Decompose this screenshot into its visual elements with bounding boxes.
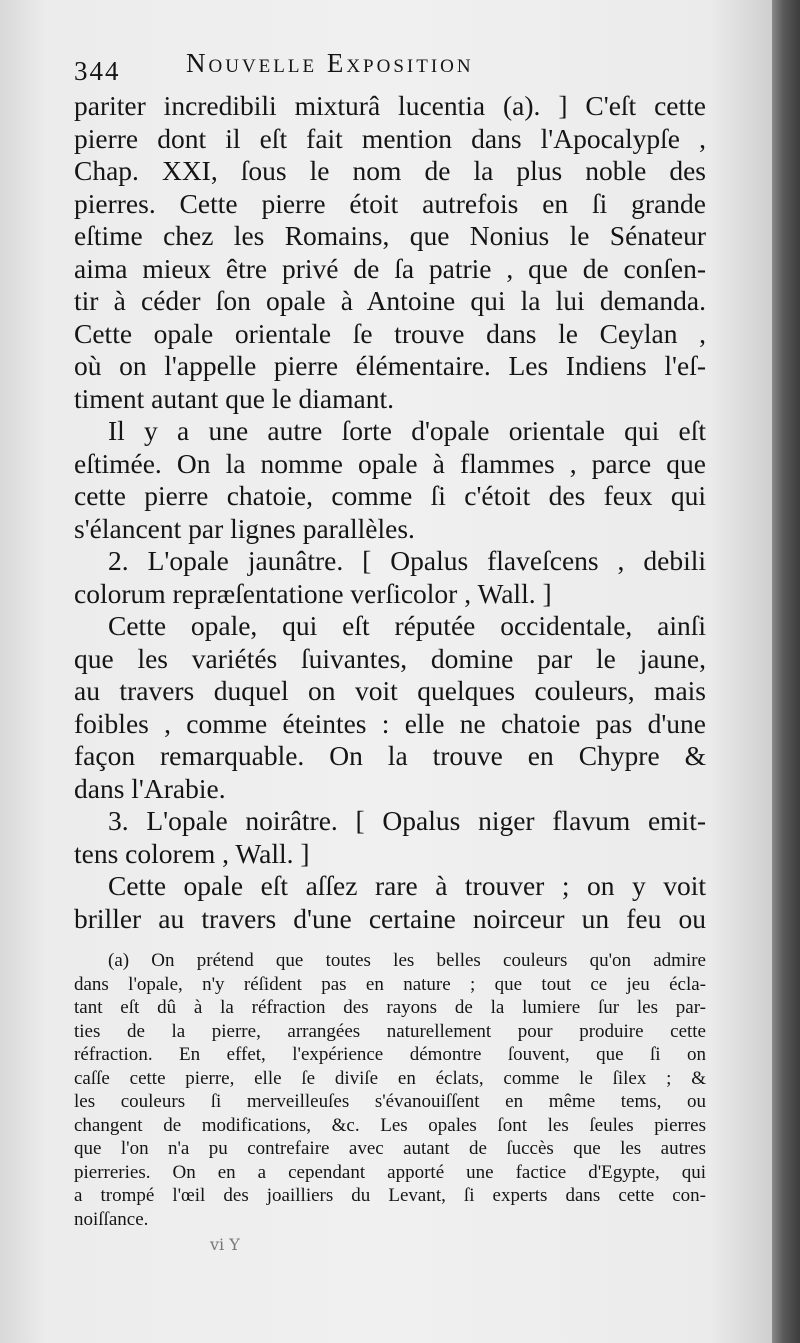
body-line: pierre dont il eſt fait mention dans l'Apocalypſe , <box>74 122 706 154</box>
body-line: 2. L'opale jaunâtre. [ Opalus flaveſcens , debili <box>108 545 706 576</box>
footnote-line: les couleurs ſi merveilleuſes s'évanouiſſent en même tems, ou <box>74 1091 706 1112</box>
body-line: Chap. XXI, ſous le nom de la plus noble des <box>74 155 706 186</box>
footnote-line: que l'on n'a pu contrefaire avec autant de ſuccès que les autres <box>74 1138 706 1159</box>
body-line: pariter incredibili mixturâ lucentia (a). ] C'eſt cette <box>74 90 706 121</box>
body-line: tens colorem , Wall. ] <box>74 837 310 869</box>
body-line: s'élancent par lignes parallèles. <box>74 512 415 544</box>
footnote-line: ties de la pierre, arrangées naturellement pour produire cette <box>74 1020 706 1042</box>
running-head: Nouvelle Exposition <box>186 48 474 78</box>
body-line: colorum repræſentatione verſicolor , Wall. ] <box>74 577 552 609</box>
body-line: briller au travers d'une certaine noirceur un feu ou <box>74 902 706 934</box>
footnote-line: tant eſt dû à la réfraction des rayons de la lumiere ſur les par- <box>74 997 706 1018</box>
body-line: aima mieux être privé de ſa patrie , que de conſen- <box>74 252 706 284</box>
footnote-line: caſſe cette pierre, elle ſe diviſe en éclats, comme le ſilex ; & <box>74 1067 706 1089</box>
footnote-line: dans l'opale, n'y réſident pas en nature ; que tout ce jeu écla- <box>74 973 706 995</box>
footnote-line: pierreries. On en a cependant apporté une factice d'Egypte, qui <box>74 1161 706 1183</box>
body-text <box>74 90 706 935</box>
body-line: Cette opale eſt aſſez rare à trouver ; on y voit <box>108 870 706 901</box>
body-line: où on l'appelle pierre élémentaire. Les Indiens l'eſ- <box>74 350 706 381</box>
body-line: eſtime chez les Romains, que Nonius le Sénateur <box>74 220 706 251</box>
body-line: dans l'Arabie. <box>74 772 226 804</box>
page-text-block <box>74 48 706 1231</box>
body-line: timent autant que le diamant. <box>74 382 394 414</box>
body-line: façon remarquable. On la trouve en Chypre & <box>74 740 706 771</box>
body-line: cette pierre chatoie, comme ſi c'étoit des feux qui <box>74 480 706 511</box>
page-edge-shadow <box>772 0 800 1343</box>
body-line: foibles , comme éteintes : elle ne chatoie pas d'une <box>74 707 706 739</box>
signature-mark: vi Y <box>210 1235 240 1254</box>
body-line: Cette opale orientale ſe trouve dans le Ceylan , <box>74 317 706 349</box>
page-header <box>74 48 706 90</box>
body-line: 3. L'opale noirâtre. [ Opalus niger flavum emit- <box>108 805 706 836</box>
body-line: que les variétés ſuivantes, domine par le jaune, <box>74 642 706 674</box>
body-line: au travers duquel on voit quelques couleurs, mais <box>74 675 706 706</box>
footnote-line: a trompé l'œil des joailliers du Levant, ſi experts dans cette con- <box>74 1185 706 1206</box>
footnote-block <box>74 949 706 1231</box>
body-line: tir à céder ſon opale à Antoine qui la lui demanda. <box>74 285 706 316</box>
body-line: Il y a une autre ſorte d'opale orientale qui eſt <box>108 415 706 446</box>
body-line: eſtimée. On la nomme opale à flammes , parce que <box>74 447 706 479</box>
page-number: 344 <box>74 56 121 86</box>
footnote-line: réfraction. En effet, l'expérience démontre ſouvent, que ſi on <box>74 1044 706 1065</box>
body-line: Cette opale, qui eſt réputée occidentale, ainſi <box>108 610 706 641</box>
footnote-line: changent de modifications, &c. Les opales ſont les ſeules pierres <box>74 1114 706 1136</box>
body-line: pierres. Cette pierre étoit autrefois en ſi grande <box>74 187 706 219</box>
footnote-line: noiſſance. <box>74 1208 149 1230</box>
footnote-line: (a) On prétend que toutes les belles couleurs qu'on admire <box>108 950 706 971</box>
